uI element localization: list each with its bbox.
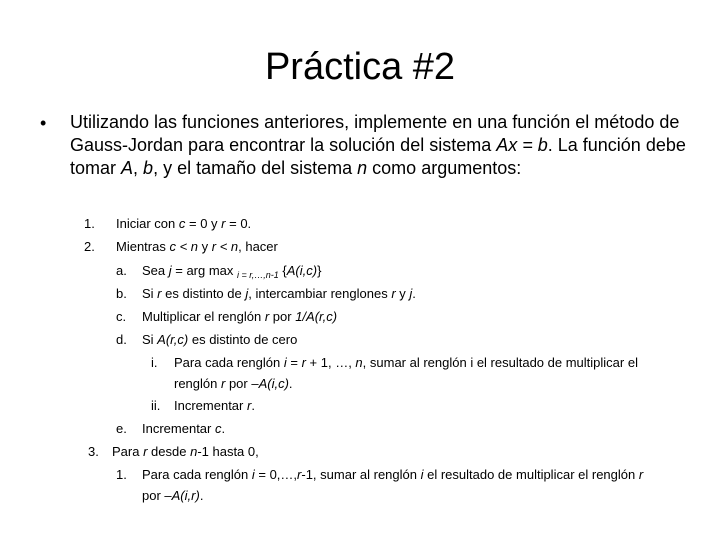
step-text — [142, 466, 643, 483]
step-text-part: r — [221, 216, 226, 231]
intro-text-part: A — [121, 158, 134, 178]
step-text-part: r — [143, 444, 148, 459]
step-label: 2. — [84, 239, 95, 254]
step-text-part: A(i,c) — [286, 263, 318, 278]
step-text — [116, 238, 278, 255]
step-text-part: desde — [147, 444, 191, 459]
step-label: 1. — [116, 467, 127, 482]
slide-title: Práctica #2 — [264, 46, 456, 88]
step-text — [142, 285, 416, 302]
step-label: i. — [151, 355, 158, 370]
step-text-part: Incrementar — [142, 421, 215, 436]
step-text-part: c — [214, 421, 222, 436]
step-text-part: r — [301, 355, 306, 370]
step-text-part: Para — [112, 444, 144, 459]
step-text-part: 1/A(r,c) — [295, 309, 338, 324]
step-text-part: = 0,…, — [254, 467, 298, 482]
step-text-part: , intercambiar renglones — [248, 286, 392, 301]
step-text-part: por — [269, 309, 296, 324]
intro-text-part: Ax = b — [496, 135, 548, 155]
step-text-part: r — [157, 286, 162, 301]
step-text-part: r — [264, 309, 270, 324]
step-text-part: r — [220, 376, 226, 391]
step-text-part: } — [317, 263, 322, 278]
step-text-part: = — [286, 355, 302, 370]
step-text-part: . — [199, 488, 204, 503]
bullet-icon: • — [40, 113, 47, 133]
step-text-part: Si — [142, 332, 158, 347]
step-text-part: Multiplicar el renglón — [142, 309, 265, 324]
step-text-part: , sumar al renglón i el resultado de multiplicar el — [362, 355, 638, 370]
step-text-part: r — [246, 398, 252, 413]
step-text — [174, 354, 638, 371]
step-text-part: c — [178, 216, 186, 231]
step-text-part: Sea — [142, 263, 169, 278]
step-label: d. — [116, 332, 127, 347]
step-text-part: r — [638, 467, 644, 482]
step-text-part: i = r,…,n-1 — [237, 270, 279, 280]
step-text-part: es distinto de cero — [188, 332, 298, 347]
step-text — [142, 262, 321, 284]
step-text-part: n — [190, 444, 198, 459]
step-text-part: r — [391, 286, 396, 301]
step-text-part: Para cada renglón — [174, 355, 284, 370]
step-text-part: A(i,c) — [258, 376, 289, 391]
step-text-part: = arg max — [171, 263, 238, 278]
intro-text-part: b — [143, 158, 154, 178]
step-text-part: j — [245, 286, 249, 301]
step-text — [142, 487, 203, 504]
intro-text-part: Utilizando las funciones anteriores, implemente en una función el método de Gauss-Jordan para encontrar la solución del sistema — [70, 112, 680, 155]
step-text — [142, 420, 225, 437]
step-text-part: el resultado de multiplicar el renglón — [423, 467, 639, 482]
step-text-part: es distinto de — [161, 286, 246, 301]
intro-text-part: . La función debe tomar — [70, 135, 686, 178]
step-text-part: = 0 y — [185, 216, 222, 231]
step-text-part: Mientras — [116, 239, 170, 254]
step-text-part: j — [409, 286, 413, 301]
step-label: 3. — [88, 444, 99, 459]
step-text-part: . — [288, 376, 293, 391]
step-text-part: c < n — [169, 239, 199, 254]
step-text — [116, 215, 251, 232]
step-text-part: -1, sumar al renglón — [301, 467, 421, 482]
step-text-part: r < n — [211, 239, 239, 254]
intro-paragraph — [70, 111, 710, 180]
step-text-part: i — [420, 467, 424, 482]
intro-text-part: n — [357, 158, 368, 178]
step-text-part: . — [412, 286, 416, 301]
step-text-part: + 1, …, — [305, 355, 356, 370]
step-label: 1. — [84, 216, 95, 231]
step-label: e. — [116, 421, 127, 436]
step-text-part: j — [168, 263, 172, 278]
intro-text-part: como argumentos: — [367, 158, 522, 178]
step-label: ii. — [151, 398, 161, 413]
step-text-part: y — [198, 239, 212, 254]
step-text-part: y — [395, 286, 410, 301]
step-text-part: n — [355, 355, 363, 370]
step-label: b. — [116, 286, 127, 301]
step-text-part: Iniciar con — [116, 216, 179, 231]
step-text-part: Incrementar — [174, 398, 247, 413]
step-text-part: Si — [142, 286, 158, 301]
step-label: a. — [116, 263, 127, 278]
step-text-part: por – — [142, 488, 172, 503]
step-text-part: A(r,c) — [157, 332, 189, 347]
step-text-part: -1 hasta 0, — [197, 444, 259, 459]
step-text-part: i — [251, 467, 255, 482]
step-text-part: A(i,r) — [171, 488, 200, 503]
step-text-part: renglón — [174, 376, 221, 391]
intro-text-part: , y el tamaño del sistema — [153, 158, 358, 178]
intro-text-part: , — [133, 158, 144, 178]
step-text-part: r — [297, 467, 302, 482]
step-text — [112, 443, 259, 460]
step-text-part: . — [251, 398, 255, 413]
step-label: c. — [116, 309, 127, 324]
step-text-part: por – — [225, 376, 259, 391]
step-text — [174, 397, 255, 414]
step-text-part: . — [221, 421, 226, 436]
step-text-part: Para cada renglón — [142, 467, 252, 482]
step-text-part: i — [283, 355, 287, 370]
step-text — [142, 331, 297, 348]
step-text — [174, 375, 293, 392]
step-text — [142, 308, 337, 325]
step-text-part: { — [278, 263, 287, 278]
step-text-part: , hacer — [238, 239, 278, 254]
step-text-part: = 0. — [225, 216, 252, 231]
